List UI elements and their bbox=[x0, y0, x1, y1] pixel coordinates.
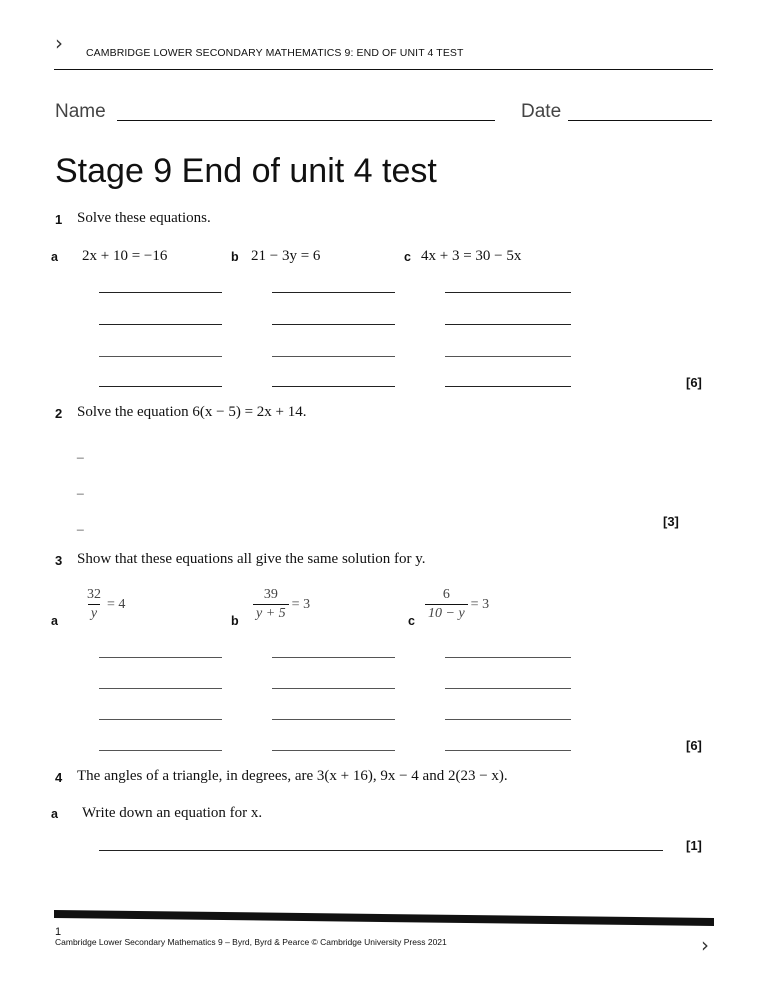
fraction-numerator: 39 bbox=[263, 587, 278, 602]
answer-line[interactable] bbox=[445, 750, 571, 751]
footer-copyright: Cambridge Lower Secondary Mathematics 9 – Byrd, Byrd & Pearce © Cambridge University Press 2021 bbox=[55, 937, 447, 947]
q3-part-b-label: b bbox=[231, 614, 239, 628]
q4-part-a-label: a bbox=[51, 807, 58, 821]
answer-line[interactable] bbox=[445, 719, 571, 720]
answer-line[interactable] bbox=[445, 657, 571, 658]
question-4-number: 4 bbox=[55, 770, 63, 785]
footer-rule bbox=[54, 908, 715, 928]
header-divider bbox=[54, 69, 713, 70]
equation-rhs: = 3 bbox=[470, 596, 490, 612]
q3-part-a-label: a bbox=[51, 614, 58, 628]
answer-line-marker[interactable]: _ bbox=[77, 481, 84, 495]
page-title: Stage 9 End of unit 4 test bbox=[55, 152, 437, 190]
chevron-right-icon[interactable]: › bbox=[55, 31, 63, 55]
answer-line[interactable] bbox=[445, 324, 571, 325]
q1-part-a-label: a bbox=[51, 250, 58, 264]
q3-part-c-equation bbox=[425, 587, 489, 622]
answer-line[interactable] bbox=[445, 386, 571, 387]
answer-line[interactable] bbox=[272, 356, 395, 357]
fraction-numerator: 32 bbox=[87, 587, 101, 602]
question-4-text: The angles of a triangle, in degrees, are 3(x + 16), 9x − 4 and 2(23 − x). bbox=[77, 768, 508, 784]
answer-line[interactable] bbox=[99, 657, 222, 658]
answer-line[interactable] bbox=[99, 688, 222, 689]
question-1-text: Solve these equations. bbox=[77, 210, 211, 226]
equation-rhs: = 3 bbox=[291, 596, 311, 612]
answer-line[interactable] bbox=[99, 292, 222, 293]
q4-part-a-text: Write down an equation for x. bbox=[82, 805, 263, 821]
fraction-numerator: 6 bbox=[442, 587, 450, 602]
answer-line-marker[interactable]: _ bbox=[77, 445, 84, 459]
answer-line[interactable] bbox=[272, 292, 395, 293]
name-field[interactable] bbox=[117, 120, 495, 121]
q3-part-a-equation bbox=[84, 587, 125, 622]
answer-line[interactable] bbox=[272, 719, 395, 720]
answer-line[interactable] bbox=[445, 356, 571, 357]
q1-part-a-equation: 2x + 10 = −16 bbox=[82, 248, 168, 264]
q3-part-b-equation bbox=[253, 587, 310, 622]
answer-line[interactable] bbox=[272, 386, 395, 387]
question-3-text: Show that these equations all give the same solution for y. bbox=[77, 551, 426, 567]
question-3-number: 3 bbox=[55, 553, 63, 568]
q1-part-c-equation: 4x + 3 = 30 − 5x bbox=[421, 248, 522, 264]
answer-line[interactable] bbox=[99, 356, 222, 357]
name-label: Name bbox=[55, 101, 106, 122]
answer-line[interactable] bbox=[445, 688, 571, 689]
q3-marks: [6] bbox=[686, 738, 702, 753]
answer-line[interactable] bbox=[445, 292, 571, 293]
fraction-denominator: y bbox=[88, 604, 100, 622]
answer-line[interactable] bbox=[99, 324, 222, 325]
question-2-text: Solve the equation 6(x − 5) = 2x + 14. bbox=[77, 404, 307, 420]
answer-line[interactable] bbox=[99, 719, 222, 720]
question-2-number: 2 bbox=[55, 406, 63, 421]
answer-line[interactable] bbox=[272, 688, 395, 689]
equation-rhs: = 4 bbox=[107, 596, 126, 612]
question-1-number: 1 bbox=[55, 212, 63, 227]
fraction-denominator: y + 5 bbox=[253, 604, 289, 622]
q1-marks: [6] bbox=[686, 375, 702, 390]
answer-line[interactable] bbox=[99, 750, 222, 751]
answer-line[interactable] bbox=[99, 386, 222, 387]
q1-part-c-label: c bbox=[404, 250, 411, 264]
page-number: 1 bbox=[55, 926, 62, 938]
q2-marks: [3] bbox=[663, 514, 679, 529]
answer-line[interactable] bbox=[272, 750, 395, 751]
fraction-denominator: 10 − y bbox=[425, 604, 468, 622]
answer-line[interactable] bbox=[99, 850, 663, 851]
date-field[interactable] bbox=[568, 120, 712, 121]
answer-line-marker[interactable]: _ bbox=[77, 517, 84, 531]
answer-line[interactable] bbox=[272, 324, 395, 325]
q1-part-b-equation: 21 − 3y = 6 bbox=[251, 248, 321, 264]
running-header: CAMBRIDGE LOWER SECONDARY MATHEMATICS 9: END OF UNIT 4 TEST bbox=[86, 47, 464, 59]
q3-part-c-label: c bbox=[408, 614, 415, 628]
date-label: Date bbox=[521, 101, 562, 122]
chevron-right-icon[interactable]: › bbox=[701, 933, 709, 957]
q4a-marks: [1] bbox=[686, 838, 702, 853]
q1-part-b-label: b bbox=[231, 250, 239, 264]
answer-line[interactable] bbox=[272, 657, 395, 658]
